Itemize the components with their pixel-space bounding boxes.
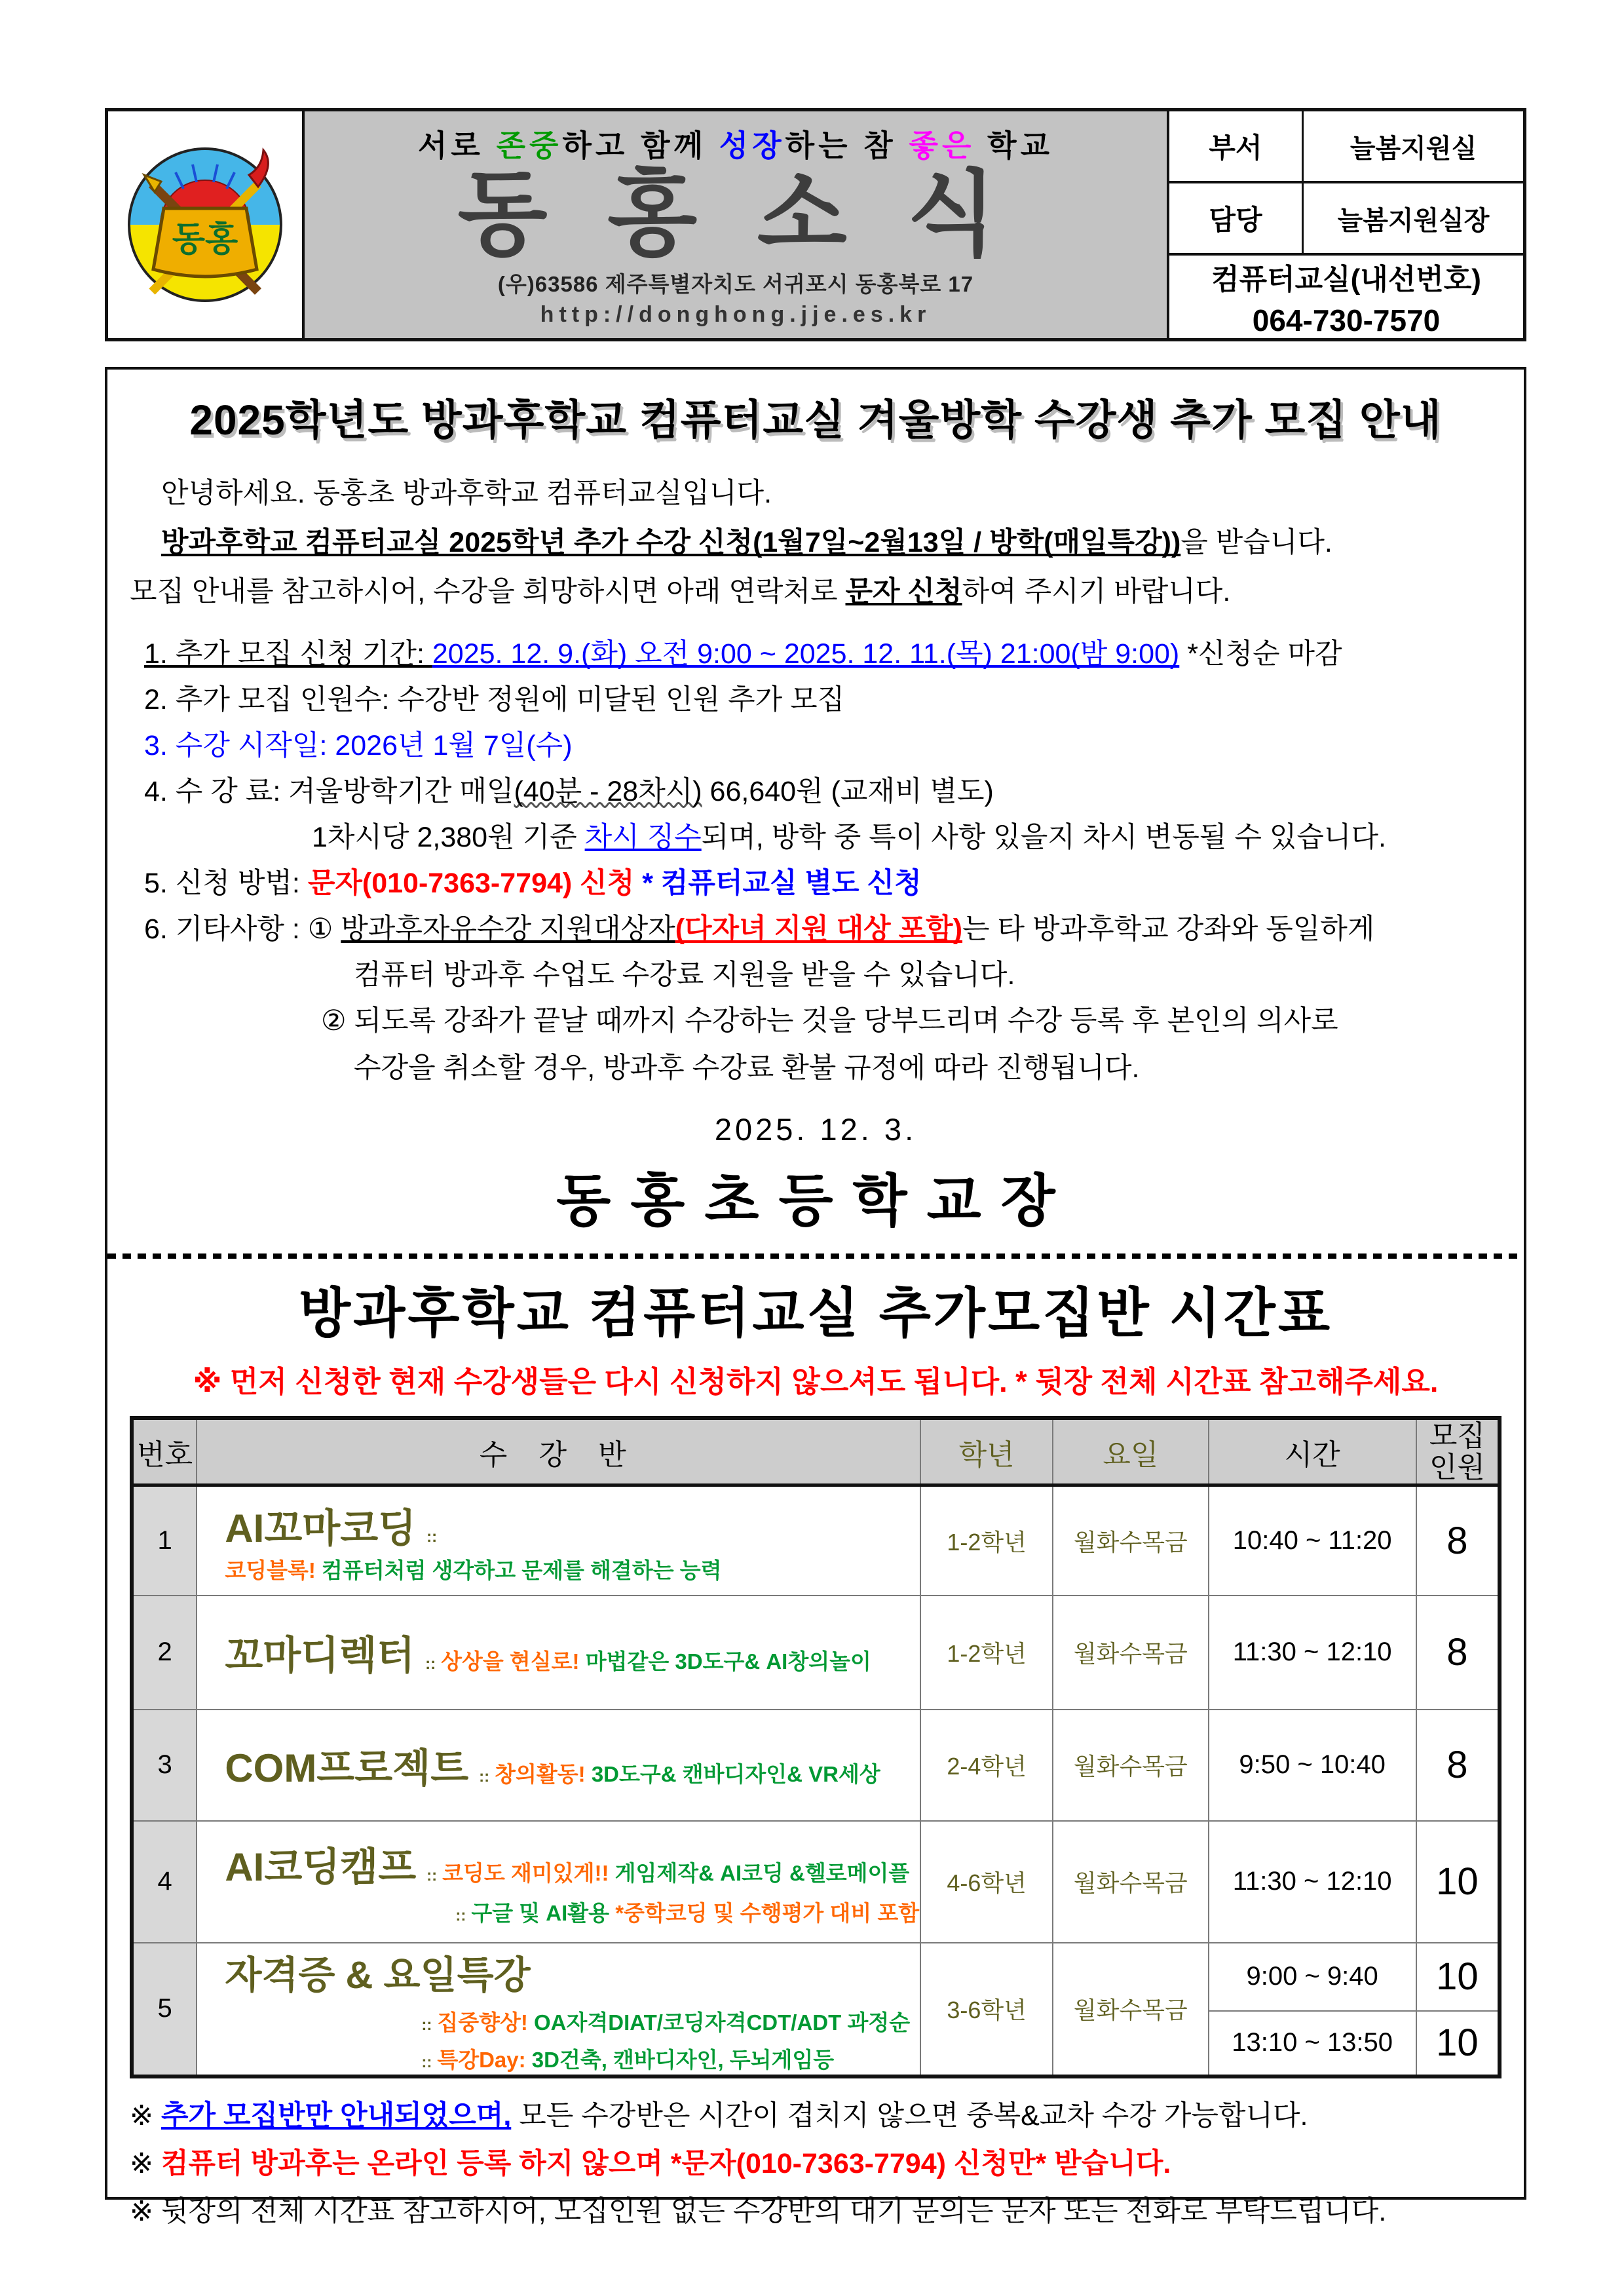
table-row: 2 꼬마디렉터 :: 상상을 현실로! 마법같은 3D도구& AI창의놀이 1-2학년 월화수목금 11:30 ~ 12:10 8 [132, 1596, 1500, 1710]
school-logo [108, 111, 302, 338]
school-url: http://donghong.jje.es.kr [540, 302, 932, 328]
footer-note-3: ※ 뒷장의 전체 시간표 참고하시어, 모집인원 없는 수강반의 대기 문의는 문자 또는 전화로 부탁드립니다. [130, 2195, 1387, 2227]
dept-row [1169, 111, 1523, 183]
list-item-6: 6. 기타사항 : ① 방과후자유수강 지원대상자(다자녀 지원 대상 포함)는 타 방과후학교 강좌와 동일하게 [144, 913, 1375, 945]
footer-notes [130, 2094, 1501, 2234]
table-row: 1 AI꼬마코딩 ::코딩블록! 컴퓨터처럼 생각하고 문제를 해결하는 능력 1-2학년 월화수목금 10:40 ~ 11:20 8 [132, 1485, 1500, 1596]
school-address: (우)63586 제주특별자치도 서귀포시 동홍북로 17 [497, 272, 974, 297]
dept-value: 늘봄지원실 [1350, 134, 1477, 163]
newsletter-title: 동 홍 소 식 [457, 162, 1014, 267]
list-item-6-line4: 수강을 취소할 경우, 방과후 수강료 환불 규정에 따라 진행됩니다. [354, 1052, 1140, 1084]
school-slogan: 서로 존중하고 함께 성장하는 참 좋은 학교 [417, 128, 1054, 163]
timetable-title: 방과후학교 컴퓨터교실 추가모집반 시간표 [298, 1284, 1333, 1343]
info-list [130, 631, 1501, 1093]
col-header-course: 수 강 반 [197, 1418, 920, 1485]
list-item-6-line2: 컴퓨터 방과후 수업도 수강료 지원을 받을 수 있습니다. [354, 959, 1015, 991]
manager-row [1169, 183, 1523, 256]
list-item-4: 4. 수 강 료: 겨울방학기간 매일(40분 - 28차시) 66,640원 (교재비 별도) [144, 776, 994, 807]
dashed-divider [107, 1253, 1524, 1259]
school-emblem-icon [118, 126, 292, 323]
col-header-grade: 학년 [920, 1418, 1053, 1485]
footer-note-1: ※ 추가 모집반만 안내되었으며, 모든 수강반은 시간이 겹치지 않으면 중복&교차 수강 가능합니다. [130, 2099, 1308, 2132]
list-item-3: 3. 수강 시작일: 2026년 1월 7일(수) [144, 730, 573, 761]
table-row: 5 자격증 & 요일특강 :: 집중향상! OA자격DIAT/코딩자격CDT/ADT 과정순 :: 특강Day: 3D건축, 캔바디자인, 두뇌게임등 3-6학년 월화수목금 9:00 ~ 9:40 10 [132, 1943, 1500, 2011]
logo-text: 동홍 [172, 221, 238, 259]
phone-row [1169, 256, 1523, 338]
phone-number: 064-730-7570 [1252, 303, 1441, 337]
manager-value: 늘봄지원실장 [1337, 206, 1490, 235]
table-row: 4 AI코딩캠프 :: 코딩도 재미있게!! 게임제작& AI코딩 &헬로메이플 :: 구글 및 AI활용 *중학코딩 및 수행평가 대비 포함 4-6학년 월화수목금 11:30 ~ 12:10 10 [132, 1821, 1500, 1943]
intro-line-3: 모집 안내를 참고하시어, 수강을 희망하시면 아래 연락처로 문자 신청하여 주시기 바랍니다. [130, 576, 1231, 607]
list-item-5: 5. 신청 방법: 문자(010-7363-7794) 신청 * 컴퓨터교실 별도 신청 [144, 868, 922, 899]
masthead-contact-table [1169, 111, 1523, 338]
table-row: 3 COM프로젝트 :: 창의활동! 3D도구& 캔바디자인& VR세상 2-4학년 월화수목금 9:50 ~ 10:40 8 [132, 1710, 1500, 1821]
col-header-quota: 모집 인원 [1416, 1418, 1500, 1485]
list-item-4b: 1차시당 2,380원 기준 차시 징수되며, 방학 중 특이 사항 있을지 차시 변동될 수 있습니다. [312, 822, 1386, 853]
list-item-6-line3: ② 되도록 강좌가 끝날 때까지 수강하는 것을 당부드리며 수강 등록 후 본인의 의사로 [321, 1005, 1338, 1037]
col-header-time: 시간 [1209, 1418, 1416, 1485]
col-header-days: 요일 [1053, 1418, 1208, 1485]
notice-body [105, 367, 1526, 2227]
dept-label: 부서 [1169, 111, 1304, 181]
timetable-table [130, 1416, 1501, 2078]
phone-label: 컴퓨터교실(내선번호) [1211, 263, 1481, 296]
intro-paragraphs [130, 469, 1501, 617]
masthead-center [302, 111, 1169, 338]
table-row: 13:10 ~ 13:50 10 [132, 2011, 1500, 2076]
manager-label: 담당 [1169, 183, 1304, 253]
intro-line-2: 방과후학교 컴퓨터교실 2025학년 추가 수강 신청(1월7일~2월13일 / 방학(매일특강))을 받습니다. [161, 527, 1332, 558]
list-item-1: 1. 추가 모집 신청 기간: 2025. 12. 9.(화) 오전 9:00 ~ 2025. 12. 11.(목) 21:00(밤 9:00) *신청순 마감 [144, 638, 1342, 670]
col-header-no: 번호 [132, 1418, 197, 1485]
principal-signature: 동홍초등학교장 [556, 1170, 1075, 1233]
issue-date: 2025. 12. 3. [714, 1112, 917, 1147]
list-item-2: 2. 추가 모집 인원수: 수강반 정원에 미달된 인원 추가 모집 [144, 684, 845, 716]
timetable-red-note: ※ 먼저 신청한 현재 수강생들은 다시 신청하지 않으셔도 됩니다. * 뒷장 전체 시간표 참고해주세요. [193, 1365, 1439, 1398]
timetable-header-row [132, 1418, 1500, 1485]
intro-line-1: 안녕하세요. 동홍초 방과후학교 컴퓨터교실입니다. [161, 478, 772, 509]
masthead [105, 108, 1526, 341]
notice-title: 2025학년도 방과후학교 컴퓨터교실 겨울방학 수강생 추가 모집 안내 [189, 396, 1442, 444]
footer-note-2: ※ 컴퓨터 방과후는 온라인 등록 하지 않으며 *문자(010-7363-7794) 신청만* 받습니다. [130, 2147, 1171, 2179]
